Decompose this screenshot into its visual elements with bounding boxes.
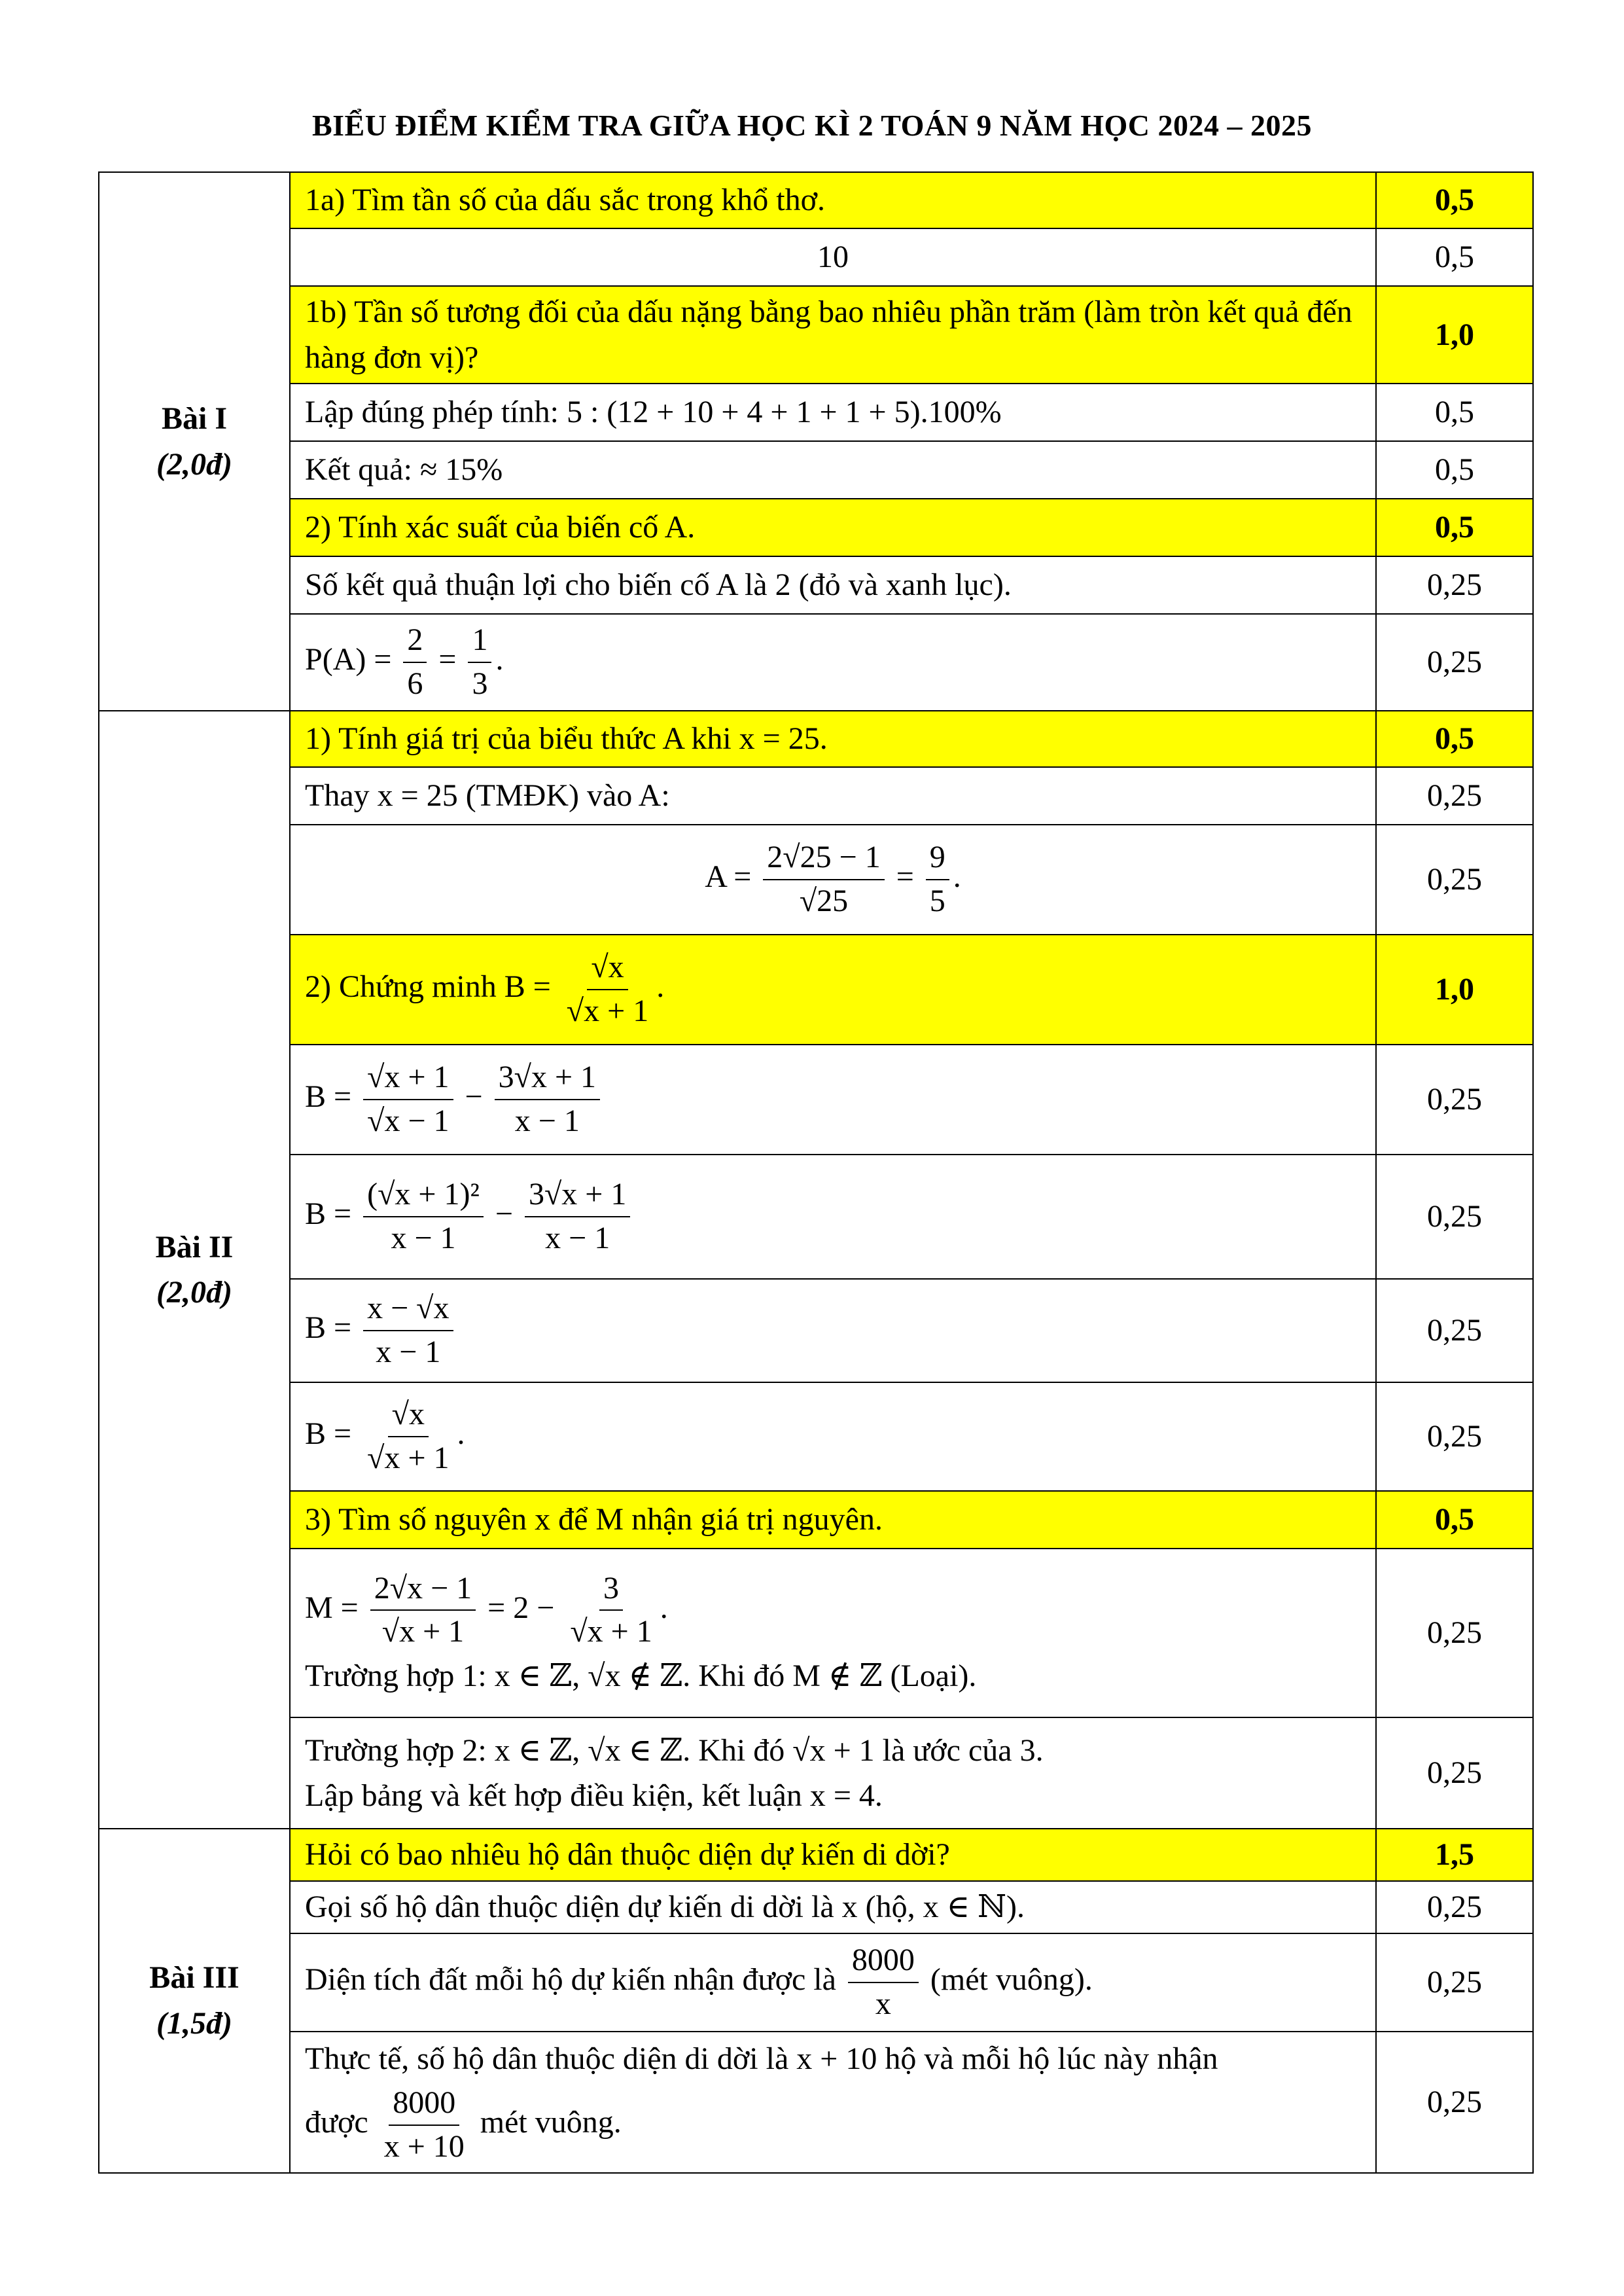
- formula-end: mét vuông.: [480, 2104, 622, 2140]
- denominator: √x + 1: [566, 994, 649, 1029]
- formula-lhs: M =: [305, 1590, 359, 1625]
- table-row: [99, 1045, 1533, 1155]
- score-cell: 0,25: [1376, 1881, 1533, 1933]
- equals-sign: =: [438, 642, 457, 677]
- table-row: [99, 1829, 1533, 1881]
- fraction: [763, 836, 884, 923]
- numerator: 3√x + 1: [525, 1174, 630, 1217]
- numerator: 3: [599, 1568, 623, 1611]
- formula-lhs: B =: [305, 1310, 352, 1346]
- denominator: √25: [799, 884, 849, 919]
- table-row: [99, 825, 1533, 935]
- grading-table: [98, 171, 1534, 2174]
- formula-cell: [290, 1549, 1376, 1717]
- numerator: 1: [468, 619, 491, 663]
- table-row: [99, 711, 1533, 767]
- formula-end: .: [495, 642, 504, 677]
- denominator: x − 1: [514, 1103, 580, 1139]
- score-cell: 0,25: [1376, 767, 1533, 825]
- score-cell: 0,25: [1376, 1717, 1533, 1829]
- numerator: 2√x − 1: [370, 1568, 476, 1611]
- answer-text: Thay x = 25 (TMĐK) vào A:: [290, 767, 1376, 825]
- question-text: 2) Tính xác suất của biến cố A.: [290, 499, 1376, 556]
- fraction: [363, 1056, 453, 1143]
- denominator: x + 10: [383, 2128, 465, 2164]
- table-row: [99, 1491, 1533, 1549]
- table-row: [99, 1382, 1533, 1491]
- numerator: √x + 1: [363, 1056, 453, 1100]
- table-row: [99, 1279, 1533, 1382]
- formula-lhs: B =: [305, 1196, 352, 1232]
- denominator: x − 1: [391, 1221, 456, 1256]
- formula-cell: [290, 1382, 1376, 1491]
- answer-line: Trường hợp 1: x ∈ ℤ, √x ∉ ℤ. Khi đó M ∉ ℤ (Loại).: [305, 1659, 977, 1694]
- formula-end: .: [457, 1416, 465, 1452]
- equals-sign: =: [896, 859, 914, 895]
- formula-cell: [290, 2032, 1376, 2173]
- numerator: √x: [587, 946, 627, 990]
- denominator: √x + 1: [570, 1614, 652, 1649]
- numerator: 3√x + 1: [495, 1056, 600, 1100]
- denominator: √x + 1: [381, 1614, 465, 1649]
- fraction: [468, 619, 491, 706]
- numerator: x − √x: [363, 1287, 453, 1331]
- fraction: [926, 836, 949, 923]
- formula-end: .: [660, 1590, 668, 1625]
- formula-end: .: [656, 969, 665, 1005]
- score-cell: 0,25: [1376, 825, 1533, 935]
- formula-cell: [290, 1279, 1376, 1382]
- answer-text: Gọi số hộ dân thuộc diện dự kiến di dời là x (hộ, x ∈ ℕ).: [290, 1881, 1376, 1933]
- numerator: 2: [403, 619, 427, 663]
- section-points: (2,0đ): [156, 446, 232, 482]
- answer-cell: [290, 1717, 1376, 1829]
- score-cell: 0,5: [1376, 441, 1533, 499]
- fraction: [370, 1568, 476, 1654]
- formula-cell: [290, 1155, 1376, 1279]
- formula-cell: [290, 1933, 1376, 2032]
- denominator: 5: [929, 884, 945, 919]
- table-row: [99, 614, 1533, 711]
- score-cell: 0,25: [1376, 1279, 1533, 1382]
- score-cell: 0,25: [1376, 1933, 1533, 2032]
- score-cell: 0,25: [1376, 2032, 1533, 2173]
- score-cell: 0,25: [1376, 1045, 1533, 1155]
- table-row: [99, 1933, 1533, 2032]
- denominator: 3: [472, 666, 488, 702]
- formula-lhs: B =: [305, 1416, 352, 1452]
- formula-cell: [290, 1045, 1376, 1155]
- score-cell: 0,5: [1376, 711, 1533, 767]
- score-cell: 1,5: [1376, 1829, 1533, 1881]
- score-cell: 0,5: [1376, 499, 1533, 556]
- formula-lhs: 2) Chứng minh B =: [305, 969, 551, 1005]
- fraction: [363, 1393, 453, 1480]
- formula-lhs: được: [305, 2104, 368, 2140]
- score-cell: 0,5: [1376, 172, 1533, 228]
- table-row: [99, 1155, 1533, 1279]
- denominator: 6: [407, 666, 423, 702]
- fraction: [495, 1056, 600, 1143]
- answer-line: Lập bảng và kết hợp điều kiện, kết luận x = 4.: [305, 1778, 883, 1814]
- score-cell: 1,0: [1376, 286, 1533, 384]
- fraction: [563, 946, 652, 1033]
- question-text: 1a) Tìm tần số của dấu sắc trong khổ thơ.: [290, 172, 1376, 228]
- denominator: x: [875, 1986, 891, 2021]
- numerator: √x: [388, 1393, 429, 1437]
- formula-lhs: B =: [305, 1079, 352, 1115]
- formula-cell: [290, 935, 1376, 1045]
- table-row: [99, 228, 1533, 286]
- denominator: √x + 1: [367, 1441, 450, 1476]
- fraction: [363, 1287, 453, 1374]
- numerator: 2√25 − 1: [763, 836, 884, 880]
- table-row: [99, 499, 1533, 556]
- section-label: [99, 1829, 290, 2173]
- answer-line: Trường hợp 2: x ∈ ℤ, √x ∈ ℤ. Khi đó √x + 1 là ước của 3.: [305, 1732, 1044, 1768]
- table-row: [99, 556, 1533, 614]
- table-row: [99, 441, 1533, 499]
- table-row: [99, 935, 1533, 1045]
- table-row: [99, 1717, 1533, 1829]
- formula-lhs: A =: [705, 859, 752, 895]
- formula-cell: [290, 825, 1376, 935]
- score-cell: 0,25: [1376, 556, 1533, 614]
- score-cell: 0,5: [1376, 384, 1533, 441]
- formula-end: (mét vuông).: [930, 1962, 1093, 1997]
- formula-mid: = 2 −: [487, 1590, 555, 1625]
- numerator: (√x + 1)²: [363, 1174, 484, 1217]
- numerator: 8000: [389, 2082, 459, 2126]
- question-text: 1b) Tần số tương đối của dấu nặng bằng bao nhiêu phần trăm (làm tròn kết quả đến hàng đơn vị)?: [290, 286, 1376, 384]
- numerator: 9: [926, 836, 949, 880]
- question-text: 1) Tính giá trị của biểu thức A khi x = 25.: [290, 711, 1376, 767]
- section-name: Bài II: [155, 1229, 234, 1265]
- score-cell: 0,25: [1376, 1155, 1533, 1279]
- section-label: [99, 172, 290, 711]
- numerator: 8000: [848, 1939, 919, 1983]
- fraction: [848, 1939, 919, 2026]
- minus-sign: −: [465, 1079, 483, 1115]
- section-points: (1,5đ): [156, 2005, 232, 2041]
- page-title: BIỂU ĐIỂM KIỂM TRA GIỮA HỌC KÌ 2 TOÁN 9 NĂM HỌC 2024 – 2025: [311, 109, 1313, 142]
- answer-text: Số kết quả thuận lợi cho biến cố A là 2 (đỏ và xanh lục).: [290, 556, 1376, 614]
- denominator: x − 1: [376, 1335, 441, 1370]
- table-row: [99, 767, 1533, 825]
- section-name: Bài III: [149, 1960, 239, 1996]
- minus-sign: −: [495, 1196, 513, 1232]
- fraction: [525, 1174, 630, 1260]
- fraction: [380, 2082, 468, 2168]
- table-row: [99, 2032, 1533, 2173]
- section-name: Bài I: [161, 401, 228, 436]
- answer-text: Lập đúng phép tính: 5 : (12 + 10 + 4 + 1 + 1 + 5).100%: [290, 384, 1376, 441]
- formula-end: .: [953, 859, 961, 895]
- formula-lhs: Diện tích đất mỗi hộ dự kiến nhận được là: [305, 1962, 836, 1997]
- table-row: [99, 1549, 1533, 1717]
- score-cell: 0,25: [1376, 614, 1533, 711]
- denominator: √x − 1: [367, 1103, 450, 1139]
- table-row: [99, 384, 1533, 441]
- answer-text: 10: [290, 228, 1376, 286]
- score-cell: 0,25: [1376, 1382, 1533, 1491]
- section-label: [99, 711, 290, 1829]
- score-cell: 0,5: [1376, 1491, 1533, 1549]
- score-cell: 1,0: [1376, 935, 1533, 1045]
- score-cell: 0,25: [1376, 1549, 1533, 1717]
- section-points: (2,0đ): [156, 1275, 232, 1310]
- formula-lhs: P(A) =: [305, 642, 392, 677]
- table-row: [99, 172, 1533, 228]
- formula-cell: [290, 614, 1376, 711]
- table-row: [99, 286, 1533, 384]
- fraction: [363, 1174, 484, 1260]
- fraction: [403, 619, 427, 706]
- denominator: x − 1: [545, 1221, 610, 1256]
- question-text: Hỏi có bao nhiêu hộ dân thuộc diện dự kiến di dời?: [290, 1829, 1376, 1881]
- table-row: [99, 1881, 1533, 1933]
- answer-text: Kết quả: ≈ 15%: [290, 441, 1376, 499]
- question-text: 3) Tìm số nguyên x để M nhận giá trị nguyên.: [290, 1491, 1376, 1549]
- answer-line: Thực tế, số hộ dân thuộc diện di dời là x + 10 hộ và mỗi hộ lúc này nhận: [305, 2041, 1218, 2077]
- score-cell: 0,5: [1376, 228, 1533, 286]
- fraction: [566, 1568, 656, 1654]
